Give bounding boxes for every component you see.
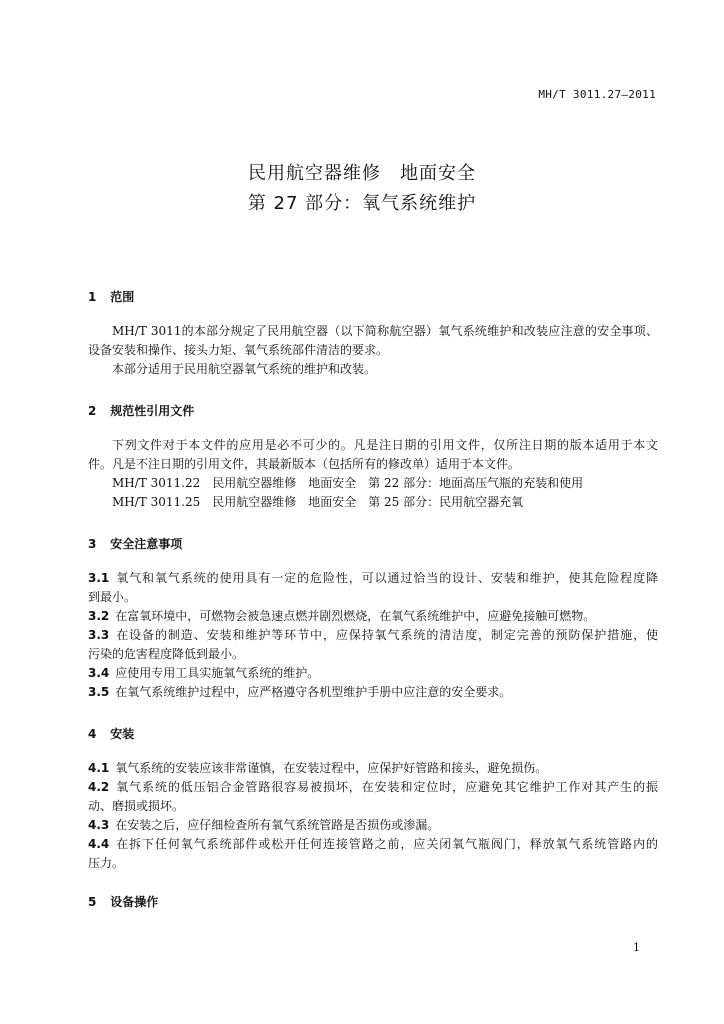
section-title: 范围 — [110, 290, 135, 304]
clause-3-4 — [88, 665, 658, 681]
paragraph-line: 件。凡是不注日期的引用文件，其最新版本（包括所有的修改单）适用于本文件。 — [88, 457, 521, 471]
document-subtitle: 第 27 部分：氧气系统维护 — [247, 193, 477, 214]
section-number: 5 — [88, 895, 97, 909]
clause-number: 3.5 — [88, 685, 110, 699]
clause-3-5 — [88, 684, 658, 700]
clause-number: 4.2 — [88, 780, 110, 794]
section-heading-2 — [88, 402, 194, 419]
section-heading-4 — [88, 725, 134, 742]
clause-4-2 — [88, 779, 658, 795]
clause-3-2 — [88, 608, 658, 624]
section-title: 设备操作 — [110, 895, 159, 909]
standard-code: MH/T 3011.27—2011 — [538, 88, 656, 101]
section-title: 安全注意事项 — [110, 537, 183, 551]
document-title: 民用航空器维修 地面安全 — [248, 163, 476, 184]
clause-number: 4.1 — [88, 761, 110, 775]
clause-text: 应使用专用工具实施氧气系统的维护。 — [115, 666, 320, 680]
section-heading-1 — [88, 288, 134, 305]
clause-number: 4.4 — [88, 837, 110, 851]
page-number: 1 — [633, 941, 640, 954]
clause-3-3 — [88, 627, 658, 643]
clause-text: 压力。 — [88, 856, 125, 870]
section-title: 规范性引用文件 — [110, 404, 195, 418]
clause-text: 在氧气系统维护过程中，应严格遵守各机型维护手册中应注意的安全要求。 — [115, 685, 512, 699]
clause-text: 在拆下任何氧气系统部件或松开任何连接管路之前，应关闭氧气瓶阀门，释放氧气系统管路内的 — [115, 837, 658, 851]
section-heading-3 — [88, 535, 182, 552]
clause-number: 3.1 — [88, 571, 110, 585]
clause-text: 氧气系统的低压铝合金管路很容易被损坏，在安装和定位时，应避免其它维护工作对其产生的振 — [115, 780, 658, 794]
section-number: 1 — [88, 290, 97, 304]
reference-item: MH/T 3011.22 民用航空器维修 地面安全 第 22 部分：地面高压气瓶的充装和使用 — [112, 476, 584, 490]
section-title: 安装 — [110, 727, 135, 741]
section-heading-5 — [88, 893, 158, 910]
clause-text: 在安装之后，应仔细检查所有氧气系统管路是否损伤或渗漏。 — [115, 818, 440, 832]
paragraph-line: 设备安装和操作、接头力矩、氧气系统部件清洁的要求。 — [88, 343, 389, 357]
clause-text: 在设备的制造、安装和维护等环节中，应保持氧气系统的清洁度，制定完善的预防保护措施，使 — [115, 628, 658, 642]
paragraph-line: 下列文件对于本文件的应用是必不可少的。凡是注日期的引用文件，仅所注日期的版本适用于本文 — [112, 438, 658, 452]
clause-number: 3.3 — [88, 628, 110, 642]
clause-3-1 — [88, 570, 658, 586]
paragraph-line: 本部分适用于民用航空器氧气系统的维护和改装。 — [112, 362, 377, 376]
clause-text: 氧气和氧气系统的使用具有一定的危险性，可以通过恰当的设计、安装和维护，使其危险程度降 — [115, 571, 658, 585]
reference-item: MH/T 3011.25 民用航空器维修 地面安全 第 25 部分：民用航空器充氧 — [112, 495, 524, 509]
section-number: 4 — [88, 727, 97, 741]
clause-text: 动、磨损或损坏。 — [88, 799, 185, 813]
clause-number: 4.3 — [88, 818, 110, 832]
paragraph-line: MH/T 3011的本部分规定了民用航空器（以下简称航空器）氧气系统维护和改装应注意的安全事项、 — [112, 324, 658, 338]
clause-text: 在富氧环境中，可燃物会被急速点燃并剧烈燃烧，在氧气系统维护中，应避免接触可燃物。 — [115, 609, 596, 623]
clause-text: 污染的危害程度降低到最小。 — [88, 647, 245, 661]
clause-4-4 — [88, 836, 658, 852]
clause-text: 氧气系统的安装应该非常谨慎，在安装过程中，应保护好管路和接头，避免损伤。 — [115, 761, 548, 775]
section-number: 2 — [88, 404, 97, 418]
clause-text: 到最小。 — [88, 590, 137, 604]
clause-number: 3.2 — [88, 609, 110, 623]
clause-number: 3.4 — [88, 666, 110, 680]
clause-4-1 — [88, 760, 658, 776]
section-number: 3 — [88, 537, 97, 551]
clause-4-3 — [88, 817, 658, 833]
